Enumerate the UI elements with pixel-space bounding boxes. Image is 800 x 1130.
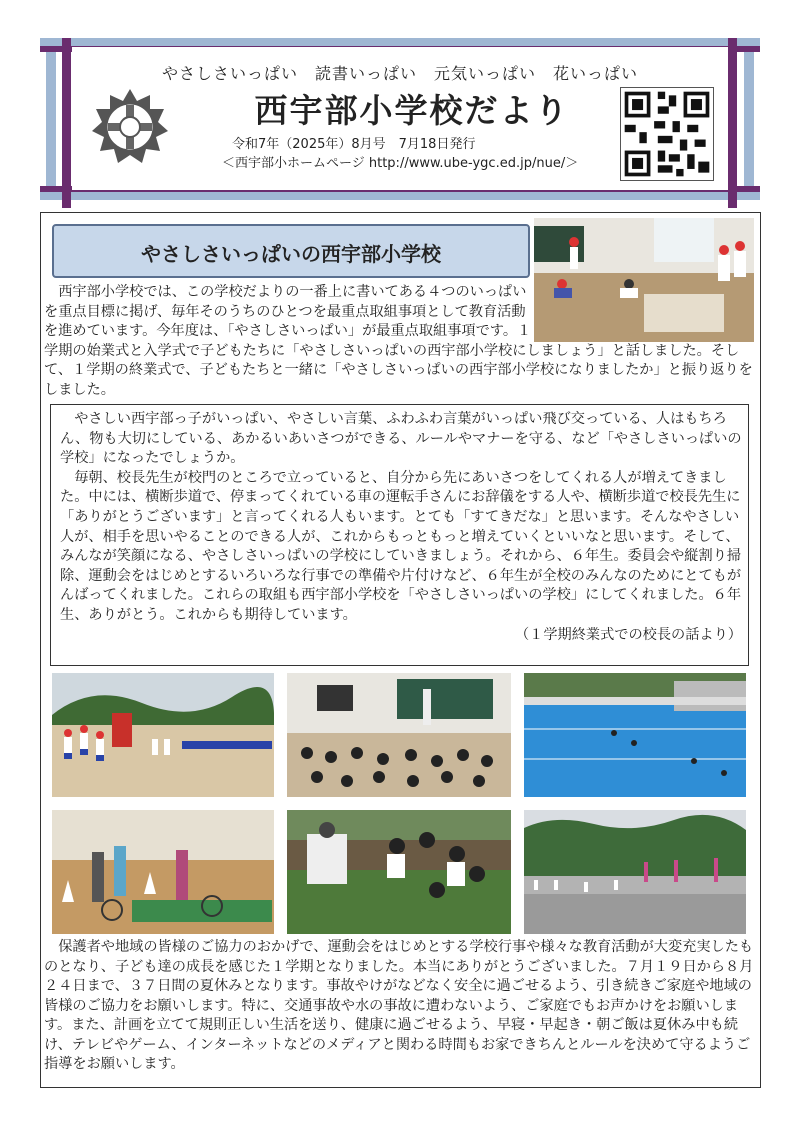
header-frame-right-purple xyxy=(728,38,737,208)
sports-day-photo xyxy=(52,673,274,797)
issue-date: 令和7年（2025年）8月号 7月18日発行 xyxy=(232,137,476,152)
section-heading: やさしさいっぱいの西宇部小学校 xyxy=(141,242,441,266)
intro-paragraph: 西宇部小学校では、この学校だよりの一番上に書いてある４つのいっぱいを重点目標に掲げ、毎年そのうちのひとつを最重点取組事項として教育活動を進めています。今年度は、「やさしさいっぱい」が最重点取組事項です。１学期の始業式と入学式で子どもたちに「やさしさいっぱいの西宇部小学校にしましょう」と話しました。そして、１学期の終業式で、子どもたちと一緒に「やさしさいっぱいの西宇部小学校になりましたか」と振り返りをしました。 xyxy=(44,284,753,398)
homepage-link[interactable]: ＜西宇部小ホームページ http://www.ube-ygc.ed.jp/nue/＞ xyxy=(222,156,579,171)
quote-paragraph-1: やさしい西宇部っ子がいっぱい、やさしい言葉、ふわふわ言葉がいっぱい飛び交っている、人はもちろん、物も大切にしている、あかるいあいさつができる、ルールやマナーを守る、など「やさしさいっぱいの学校」になったでしょうか。 xyxy=(60,411,742,467)
newsletter-header xyxy=(72,47,728,190)
swimming-pool-photo xyxy=(524,673,746,797)
principal-quote xyxy=(60,410,742,645)
header-frame-left-purple xyxy=(62,38,71,208)
school-emblem-icon xyxy=(90,87,170,167)
header-frame-left-blue xyxy=(46,38,56,200)
quote-source: （１学期終業式での校長の話より） xyxy=(514,626,742,643)
planting-activity-photo xyxy=(287,810,511,934)
section-heading-banner xyxy=(52,224,530,278)
header-frame-right-blue xyxy=(744,38,754,200)
newsletter-title: 西宇部小学校だより xyxy=(254,91,570,130)
school-motto: やさしさいっぱい 読書いっぱい 元気いっぱい 花いっぱい xyxy=(161,64,638,83)
classroom-lesson-photo xyxy=(287,673,511,797)
header-frame-top-blue xyxy=(40,38,760,46)
closing-paragraph: 保護者や地域の皆様のご協力のおかげで、運動会をはじめとする学校行事や様々な教育活動が大変充実したものとなり、子ども達の成長を感じた１学期となりました。本当にありがとうございました。７月１９日から８月２４日まで、３７日間の夏休みとなります。事故やけがなどなく安全に過ごせるよう、引き続きご家庭や地域の皆様のご協力をお願いします。特に、交通事故や水の事故に遭わないよう、ご家庭でもお声かけをお願いします。また、計画を立てて規則正しい生活を送り、健康に過ごせるよう、早寝・早起き・朝ご飯は夏休み中も続け、テレビやゲーム、インターネットなどのメディアと関わる時間もお家できちんとルールを決めて守るようご指導をお願いします。 xyxy=(44,939,754,1072)
school-ground-photo xyxy=(524,810,746,934)
gym-event-photo xyxy=(52,810,274,934)
header-frame-bottom-blue xyxy=(40,192,760,200)
qr-code-icon[interactable] xyxy=(620,87,714,181)
quote-paragraph-2: 毎朝、校長先生が校門のところで立っていると、自分から先にあいさつをしてくれる人が増えてきました。中には、横断歩道で、停まってくれている車の運転手さんにお辞儀をする人や、横断歩道で校長先生に「ありがとうございます」と言ってくれる人もいます。とても「すてきだな」と思います。そんなやさしい人が、相手を思いやることのできる人が、これからもっともっと増えていくといいなと思います。そして、みんなが笑顔になる、やさしさいっぱいの学校にしていきましょう。それから、６年生。委員会や縦割り掃除、運動会をはじめとするいろいろな行事での準備や片付けなど、６年生が全校のみんなのためにとてもがんばってくれました。これらの取組も西宇部小学校を「やさしさいっぱいの学校」にしてくれました。６年生、ありがとう。これからも期待しています。 xyxy=(60,469,742,623)
